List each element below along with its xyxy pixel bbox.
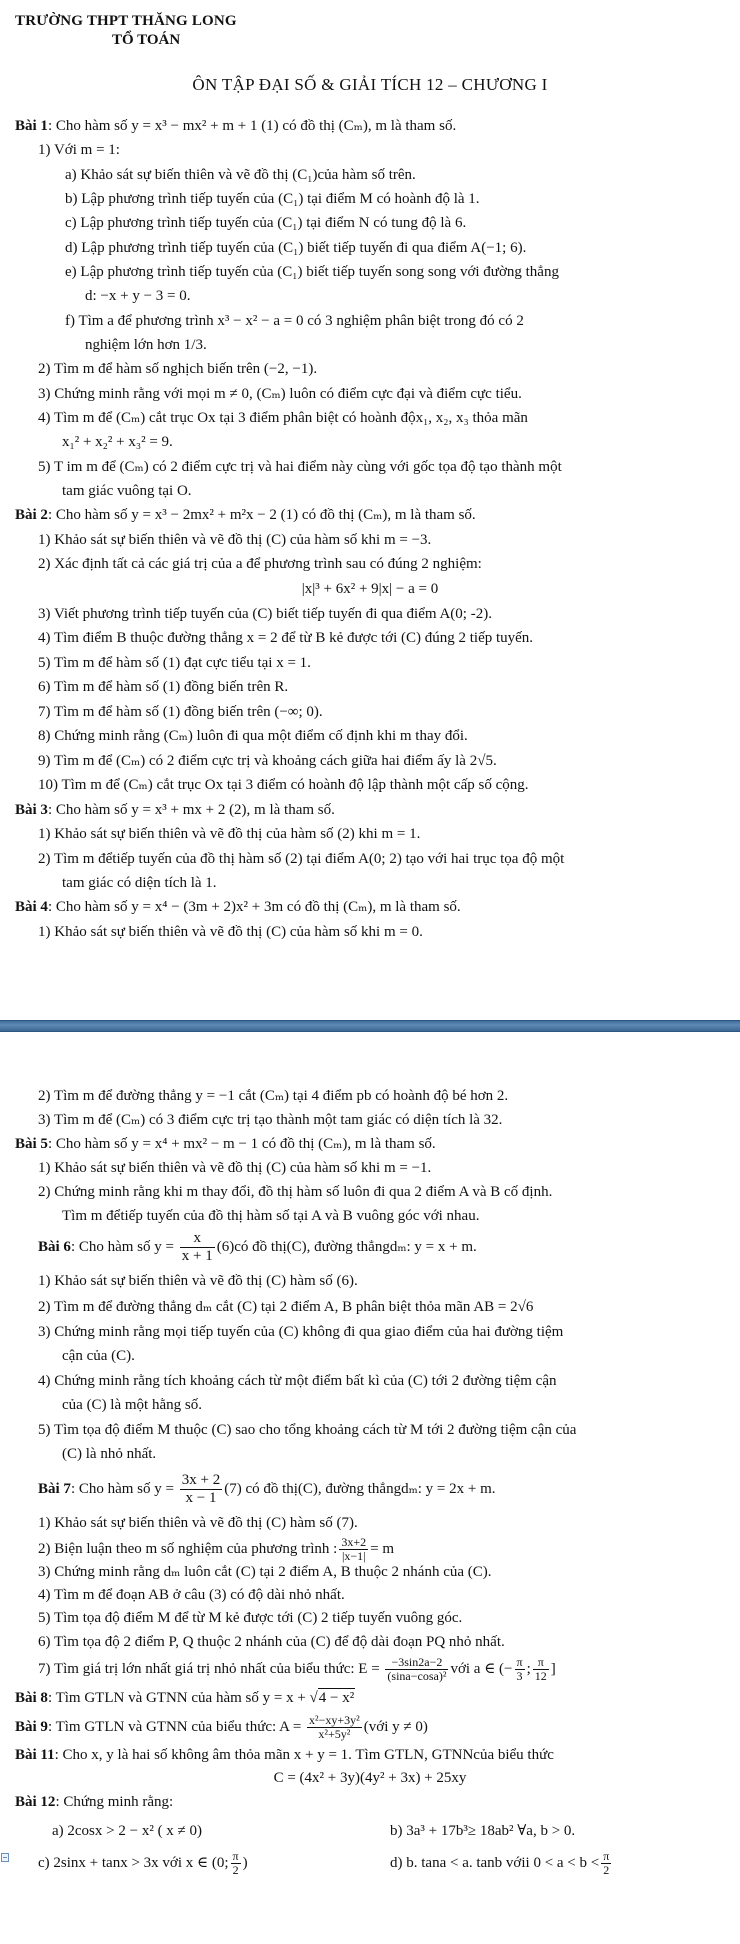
denominator: (sina−cosa)²: [387, 1669, 447, 1683]
department-name: TỔ TOÁN: [112, 32, 181, 48]
exercise-3-part-1: 1) Khảo sát sự biến thiên và vẽ đồ thị của hàm số (2) khi m = 1.: [38, 826, 421, 842]
exercise-6-part-4: 4) Chứng minh rằng tích khoảng cách từ một điểm bất kì của (C) tới 2 đường tiệm cận: [38, 1373, 557, 1389]
denominator: x + 1: [181, 1248, 213, 1264]
exercise-label: Bài 11: [15, 1747, 55, 1763]
exercise-label: Bài 8: [15, 1690, 48, 1706]
denominator: 12: [534, 1669, 547, 1683]
exercise-3-part-2: 2) Tìm m đểtiếp tuyến của đồ thị hàm số (2) tại điểm A(0; 2) tạo với hai trục tọa độ một: [38, 851, 565, 867]
exercise-1-item-f-cont: nghiệm lớn hơn 1/3.: [85, 337, 207, 353]
exercise-label: Bài 3: [15, 802, 48, 818]
exercise-2-part-10: 10) Tìm m để (Cₘ) cắt trục Ox tại 3 điểm có hoành độ lập thành một cấp số cộng.: [38, 777, 529, 793]
exercise-text: (với y ≠ 0): [363, 1718, 428, 1735]
exercise-7-part-5: 5) Tìm tọa độ điểm M để từ M kẻ được tới (C) 2 tiếp tuyến vuông góc.: [38, 1610, 463, 1626]
exercise-1-item-f: f) Tìm a để phương trình x³ − x² − a = 0 có 3 nghiệm phân biệt trong đó có 2: [65, 313, 524, 329]
exercise-3-part-2-cont: tam giác có diện tích là 1.: [62, 875, 217, 891]
exercise-1-item-c: c) Lập phương trình tiếp tuyến của (C₁) tại điểm N có tung độ là 6.: [65, 215, 467, 231]
exercise-text: (7) có đồ thị(C), đường thẳngdₘ: y = 2x + m.: [224, 1480, 496, 1497]
numerator: π: [516, 1655, 523, 1669]
fraction: [180, 1230, 215, 1265]
exercise-5-part-1: 1) Khảo sát sự biến thiên và vẽ đồ thị (C) của hàm số khi m = −1.: [38, 1160, 432, 1176]
exercise-text: : Tìm GTLN và GTNN của biểu thức: A =: [47, 1718, 306, 1735]
numerator: x²−xy+3y²: [309, 1713, 360, 1727]
exercise-text: : Cho hàm số y = x⁴ − (3m + 2)x² + 3m có đồ thị (Cₘ), m là tham số.: [47, 899, 461, 915]
exercise-4-part-2: 2) Tìm m để đường thẳng y = −1 cắt (Cₘ) tại 4 điểm pb có hoành độ bé hơn 2.: [38, 1088, 509, 1104]
exercise-1-part-3: 3) Chứng minh rằng với mọi m ≠ 0, (Cₘ) luôn có điểm cực đại và điểm cực tiểu.: [38, 386, 522, 402]
exercise-7-part-3: 3) Chứng minh rằng dₘ luôn cắt (C) tại 2 điểm A, B thuộc 2 nhánh của (C).: [38, 1564, 492, 1580]
numerator: π: [533, 1656, 549, 1670]
exercise-12-item-d: [390, 1850, 613, 1877]
exercise-6-part-4-cont: của (C) là một hằng số.: [62, 1397, 202, 1413]
exercise-2-part-2: 2) Xác định tất cả các giá trị của a để phương trình sau có đúng 2 nghiệm:: [38, 556, 482, 572]
exercise-4-part-1: 1) Khảo sát sự biến thiên và vẽ đồ thị (C) của hàm số khi m = 0.: [38, 924, 423, 940]
exercise-1-item-b: b) Lập phương trình tiếp tuyến của (C₁) tại điểm M có hoành độ là 1.: [65, 191, 480, 207]
exercise-2-part-4: 4) Tìm điểm B thuộc đường thẳng x = 2 để từ B kẻ được tới (C) đúng 2 tiếp tuyến.: [38, 630, 534, 646]
exercise-text: : Cho hàm số y =: [70, 1238, 178, 1255]
exercise-2-part-5: 5) Tìm m để hàm số (1) đạt cực tiểu tại x = 1.: [38, 655, 311, 671]
exercise-text: d) b. tana < a. tanb vớii 0 < a < b <: [390, 1854, 600, 1871]
exercise-6-part-3: 3) Chứng minh rằng mọi tiếp tuyến của (C) không đi qua giao điểm của hai đường tiệm: [38, 1324, 564, 1340]
exercise-text: ): [242, 1854, 248, 1871]
exercise-2-part-7: 7) Tìm m để hàm số (1) đồng biến trên (−∞; 0).: [38, 704, 323, 720]
fraction: [385, 1656, 448, 1683]
fraction: [533, 1656, 549, 1683]
exercise-7-intro: [38, 1472, 496, 1507]
exercise-6-intro: [38, 1230, 477, 1265]
exercise-label: Bài 9: [15, 1718, 48, 1735]
exercise-3-intro: [15, 801, 335, 820]
exercise-1-item-e: e) Lập phương trình tiếp tuyến của (C₁) biết tiếp tuyến song song với đường thẳng: [65, 264, 559, 280]
exercise-2-part-3: 3) Viết phương trình tiếp tuyến của (C) biết tiếp tuyến đi qua điểm A(0; -2).: [38, 606, 492, 622]
exercise-7-part-2: [38, 1536, 394, 1563]
exercise-text: : Cho hàm số y = x⁴ + mx² − m − 1 có đồ thị (Cₘ), m là tham số.: [47, 1136, 436, 1152]
exercise-7-part-4: 4) Tìm m để đoạn AB ở câu (3) có độ dài nhỏ nhất.: [38, 1587, 345, 1603]
denominator: 2: [232, 1863, 239, 1877]
exercise-label: Bài 12: [15, 1794, 56, 1810]
exercise-7-part-1: 1) Khảo sát sự biến thiên và vẽ đồ thị (C) hàm số (7).: [38, 1515, 358, 1531]
exercise-12-item-b: b) 3a³ + 17b³≥ 18ab² ∀a, b > 0.: [390, 1823, 576, 1839]
exercise-text: c) 2sinx + tanx > 3x với x ∈ (0;: [38, 1854, 229, 1871]
exercise-11: [15, 1746, 554, 1765]
exercise-6-part-3-cont: cận của (C).: [62, 1348, 135, 1364]
denominator: 3: [516, 1669, 523, 1683]
exercise-5-intro: [15, 1135, 436, 1154]
sqrt-radicand: 4 − x²: [318, 1690, 355, 1706]
numerator: −3sin2a−2: [385, 1656, 448, 1670]
exercise-5-part-2-cont: Tìm m đểtiếp tuyến của đồ thị hàm số tại A và B vuông góc với nhau.: [62, 1208, 480, 1224]
expand-icon[interactable]: [1, 1853, 9, 1862]
exercise-1-item-e-cont: d: −x + y − 3 = 0.: [85, 288, 191, 304]
exercise-label: Bài 7: [38, 1480, 71, 1497]
sqrt-symbol: √: [309, 1690, 318, 1706]
exercise-text: : Cho hàm số y = x³ + mx + 2 (2), m là tham số.: [47, 802, 335, 818]
numerator: π: [232, 1849, 239, 1863]
school-name: TRƯỜNG THPT THĂNG LONG: [15, 13, 237, 29]
exercise-2-part-1: 1) Khảo sát sự biến thiên và vẽ đồ thị (C) của hàm số khi m = −3.: [38, 532, 432, 548]
denominator: x²+5y²: [318, 1727, 351, 1741]
denominator: x − 1: [185, 1490, 217, 1506]
exercise-text: : Cho hàm số y = x³ − 2mx² + m²x − 2 (1) có đồ thị (Cₘ), m là tham số.: [47, 507, 476, 523]
exercise-text: 7) Tìm giá trị lớn nhất giá trị nhỏ nhất của biểu thức: E =: [38, 1660, 384, 1677]
numerator: π: [603, 1849, 610, 1863]
exercise-2-part-9: 9) Tìm m để (Cₘ) có 2 điểm cực trị và khoảng cách giữa hai điểm ấy là 2√5.: [38, 753, 497, 769]
exercise-6-part-1: 1) Khảo sát sự biến thiên và vẽ đồ thị (C) hàm số (6).: [38, 1273, 358, 1289]
exercise-2-intro: [15, 506, 476, 525]
fraction: [231, 1850, 241, 1877]
fraction: [515, 1656, 525, 1683]
exercise-text: với a ∈ (−: [450, 1660, 513, 1677]
exercise-1-item-a: a) Khảo sát sự biến thiên và vẽ đồ thị (C₁)của hàm số trên.: [65, 167, 416, 183]
exercise-8: [15, 1688, 355, 1708]
page-divider: [0, 1020, 740, 1032]
exercise-4-intro: [15, 898, 461, 917]
exercise-text: ]: [550, 1660, 556, 1677]
exercise-7-part-7: [38, 1656, 556, 1683]
fraction: [339, 1536, 368, 1563]
exercise-label: Bài 1: [15, 118, 48, 134]
exercise-label: Bài 2: [15, 507, 48, 523]
exercise-text: : Cho x, y là hai số không âm thỏa mãn x + y = 1. Tìm GTLN, GTNNcủa biểu thức: [54, 1747, 554, 1763]
fraction: [307, 1714, 362, 1741]
exercise-5-part-2: 2) Chứng minh rằng khi m thay đổi, đồ thị hàm số luôn đi qua 2 điểm A và B cố định.: [38, 1184, 553, 1200]
exercise-1-part-4-cont: x₁² + x₂² + x₃² = 9.: [62, 434, 173, 450]
exercise-12-item-a: a) 2cosx > 2 − x² ( x ≠ 0): [52, 1823, 203, 1839]
exercise-2-part-6: 6) Tìm m để hàm số (1) đồng biến trên R.: [38, 679, 289, 695]
exercise-label: Bài 4: [15, 899, 48, 915]
exercise-1-part-1: 1) Với m = 1:: [38, 142, 120, 158]
exercise-2-equation: |x|³ + 6x² + 9|x| − a = 0: [301, 581, 439, 597]
exercise-text: (6)có đồ thị(C), đường thẳngdₘ: y = x + m.: [216, 1238, 477, 1255]
exercise-1-part-4: 4) Tìm m để (Cₘ) cắt trục Ox tại 3 điểm phân biệt có hoành độx₁, x₂, x₃ thỏa mãn: [38, 410, 528, 426]
denominator: 2: [603, 1863, 610, 1877]
page-section-2: [0, 1078, 740, 1944]
exercise-6-part-2: 2) Tìm m để đường thẳng dₘ cắt (C) tại 2 điểm A, B phân biệt thỏa mãn AB = 2√6: [38, 1299, 534, 1315]
exercise-1-part-5: 5) T im m để (Cₘ) có 2 điểm cực trị và hai điểm này cùng với gốc tọa độ tạo thành một: [38, 459, 562, 475]
exercise-text: : Cho hàm số y = x³ − mx² + m + 1 (1) có đồ thị (Cₘ), m là tham số.: [47, 118, 457, 134]
exercise-1-part-2: 2) Tìm m để hàm số nghịch biến trên (−2, −1).: [38, 361, 318, 377]
exercise-1-part-5-cont: tam giác vuông tại O.: [62, 483, 192, 499]
exercise-4-part-3: 3) Tìm m để (Cₘ) có 3 điểm cực trị tạo thành một tam giác có diện tích là 32.: [38, 1112, 503, 1128]
exercise-text: ;: [526, 1660, 531, 1677]
exercise-2-part-8: 8) Chứng minh rằng (Cₘ) luôn đi qua một điểm cố định khi m thay đổi.: [38, 728, 468, 744]
numerator: x: [180, 1230, 215, 1248]
exercise-text: = m: [370, 1540, 395, 1557]
exercise-11-equation: C = (4x² + 3y)(4y² + 3x) + 25xy: [273, 1770, 467, 1786]
exercise-6-part-5-cont: (C) là nhỏ nhất.: [62, 1446, 157, 1462]
fraction: [180, 1472, 222, 1507]
exercise-text: : Cho hàm số y =: [70, 1480, 178, 1497]
page-title: ÔN TẬP ĐẠI SỐ & GIẢI TÍCH 12 – CHƯƠNG I: [192, 75, 548, 94]
exercise-text: : Chứng minh rằng:: [55, 1794, 174, 1810]
numerator: 3x + 2: [181, 1472, 221, 1488]
exercise-text: : Tìm GTLN và GTNN của hàm số y = x +: [47, 1690, 310, 1706]
exercise-7-part-6: 6) Tìm tọa độ 2 điểm P, Q thuộc 2 nhánh của (C) để độ dài đoạn PQ nhỏ nhất.: [38, 1634, 505, 1650]
exercise-12-item-c: [38, 1850, 248, 1877]
exercise-1-item-d: d) Lập phương trình tiếp tuyến của (C₁) biết tiếp tuyến đi qua điểm A(−1; 6).: [65, 240, 527, 256]
exercise-6-part-5: 5) Tìm tọa độ điểm M thuộc (C) sao cho tổng khoảng cách từ M tới 2 đường tiệm cận của: [38, 1422, 577, 1438]
denominator: |x−1|: [341, 1549, 366, 1563]
exercise-label: Bài 6: [38, 1238, 71, 1255]
exercise-12: [15, 1793, 173, 1812]
fraction: [601, 1850, 611, 1877]
exercise-9: [15, 1714, 428, 1741]
exercise-1-intro: [15, 117, 456, 136]
numerator: 3x+2: [341, 1535, 367, 1549]
exercise-text: 2) Biện luận theo m số nghiệm của phương trình :: [38, 1540, 338, 1557]
exercise-label: Bài 5: [15, 1136, 48, 1152]
